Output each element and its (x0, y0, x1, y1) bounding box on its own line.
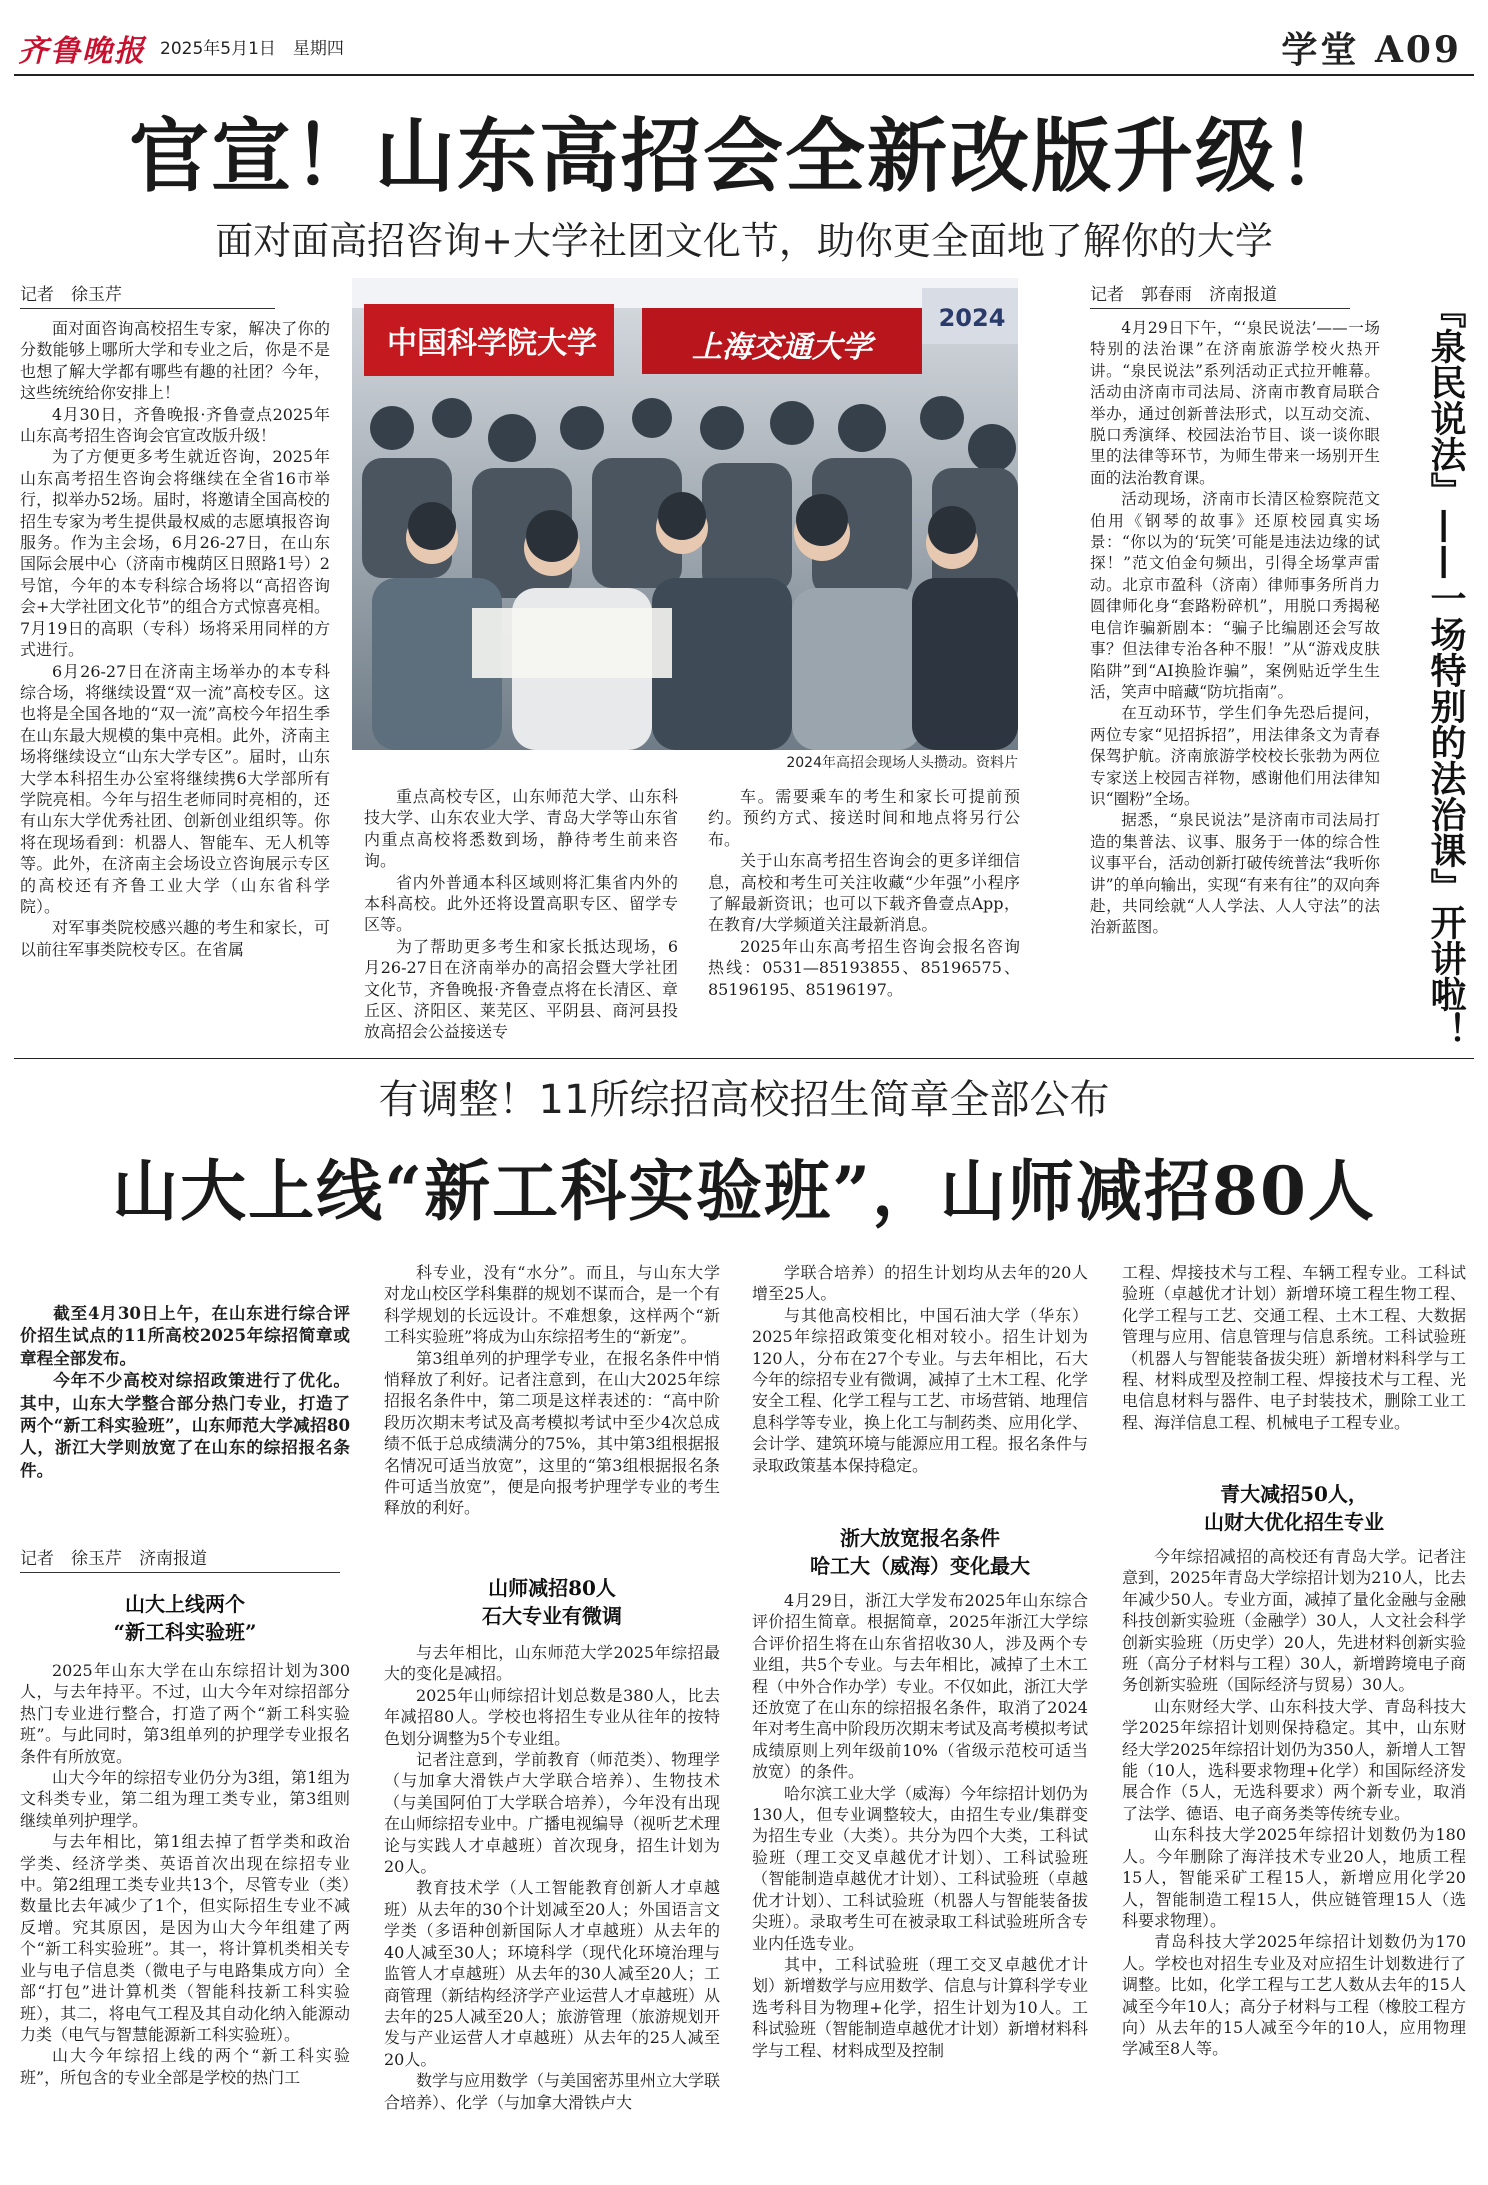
paragraph: 哈尔滨工业大学（威海）今年综招计划仍为130人，但专业调整较大，由招生专业/集群变为招生专业（大类）。共分为四个大类，工科试验班（理工交叉卓越优才计划）、工科试验班（智能制造卓越优才计划）、工科试验班（卓越优才计划）、工科试验班（机器人与智能装备拔尖班）。录取考生可在被录取工科试验班所含专业内任选专业。 (752, 1783, 1088, 1953)
paragraph: 4月29日，浙江大学发布2025年山东综合评价招生简章。根据简章，2025年浙江大学综合评价招生将在山东省招收30人，涉及两个专业组，共5个专业。与去年相比，减掉了土木工程（中外合作办学）专业。不仅如此，浙江大学还放宽了在山东的综招报名条件，取消了2024年对考生高中阶段历次期末考试及高考模拟考试成绩原则上列年级前10%（省级示范校可适当放宽）的条件。 (752, 1591, 1088, 1782)
paragraph: 对军事类院校感兴趣的考生和家长，可以前往军事类院校专区。在省属 (20, 918, 330, 959)
story2-subtitle-2: 山师减招80人 石大专业有微调 (482, 1576, 622, 1628)
paragraph: 第3组单列的护理学专业，在报名条件中悄悄释放了利好。记者注意到，在山大2025年综招报名条件中，第二项是这样表述的：“高中阶段历次期末考试及高考模拟考试中至少4次总成绩不低于总成绩满分的75%，其中第3组根据报名情况可适当放宽”，这里的“第3组根据报名条件可适当放宽”，便是向报考护理学专业的考生释放的利好。 (384, 1348, 720, 1518)
byline-story2: 记者 徐玉芹 济南报道 (20, 1544, 340, 1573)
paragraph: 据悉，“泉民说法”是济南市司法局打造的集普法、议事、服务于一体的综合性议事平台，活动创新打破传统普法“我听你讲”的单向输出，实现“有来有往”的双向奔赴，共同绘就“人人学法、人人守法”的法治新蓝图。 (1090, 811, 1380, 937)
paragraph: 关于山东高考招生咨询会的更多详细信息，高校和考生可关注收藏“少年强”小程序了解最新资讯；也可以下载齐鲁壹点App，在教育/大学频道关注最新消息。 (708, 851, 1020, 935)
story1-column-2 (364, 786, 678, 1076)
story2-lead (20, 1302, 350, 1522)
story2-column-1 (20, 1660, 350, 2180)
event-photo (352, 278, 1018, 750)
subheadline-main: 面对面高招咨询+大学社团文化节，助你更全面地了解你的大学 (215, 219, 1273, 263)
paragraph: 学联合培养）的招生计划均从去年的20人增至25人。 (752, 1263, 1088, 1304)
paragraph: 2025年山师综招计划总数是380人，比去年减招80人。学校也将招生专业从往年的按特色划分调整为5个专业组。 (384, 1685, 720, 1748)
photo-banner-year: 2024 (938, 304, 1006, 332)
paragraph: 4月29日下午，“‘泉民说法’——一场特别的法治课”在济南旅游学校火热开讲。“泉民说法”系列活动正式拉开帷幕。活动由济南市司法局、济南市教育局联合举办，通过创新普法形式，以互动交流、脱口秀演绎、校园法治节目、谈一谈你眼里的法律等环节，为师生带来一场别开生面的法治教育课。 (1090, 319, 1380, 487)
byline-side-story: 记者 郭春雨 济南报道 (1090, 280, 1350, 309)
newspaper-logo: 齐鲁晚报 (18, 34, 146, 69)
byline-story1: 记者 徐玉芹 (20, 280, 275, 309)
paragraph: 为了帮助更多考生和家长抵达现场，6月26-27日在济南举办的高招会暨大学社团文化节，齐鲁晚报·齐鲁壹点将在长清区、章丘区、济阳区、莱芜区、平阴县、商河县投放高招会公益接送专 (364, 936, 678, 1042)
paragraph: 省内外普通本科区域则将汇集省内外的本科高校。此外还将设置高职专区、留学专区等。 (364, 872, 678, 935)
paragraph: 其中，工科试验班（理工交叉卓越优才计划）新增数学与应用数学、信息与计算科学专业选考科目为物理+化学，招生计划为10人。工科试验班（智能制造卓越优才计划）新增材料科学与工程、材料成型及控制 (752, 1954, 1088, 2060)
section-label: 学堂 A09 (1281, 29, 1462, 71)
lead-paragraph: 截至4月30日上午，在山东进行综合评价招生试点的11所高校2025年综招简章或章程全部发布。 (20, 1303, 350, 1368)
story1-column-3 (708, 786, 1020, 1076)
paragraph: 重点高校专区，山东师范大学、山东科技大学、山东农业大学、青岛大学等山东省内重点高校将悉数到场，静待考生前来咨询。 (364, 787, 678, 871)
paragraph: 山大今年综招上线的两个“新工科实验班”，所包含的专业全部是学校的热门工 (20, 2046, 350, 2087)
paragraph: 青岛科技大学2025年综招计划数仍为170人。学校也对招生专业及对应招生计划数进行了调整。比如，化学工程与工艺人数从去年的15人减至今年10人；高分子材料与工程（橡胶工程方向）从去年的15人减至今年的10人，应用物理学减至8人等。 (1122, 1932, 1466, 2059)
story2-column-3a (752, 1262, 1088, 1508)
paragraph: 2025年山东高考招生咨询会报名咨询热线：0531—85193855、85196575、85196195、85196197。 (708, 936, 1020, 999)
story2-subtitle-3: 浙大放宽报名条件 哈工大（威海）变化最大 (810, 1526, 1030, 1578)
photo-caption: 2024年高招会现场人头攒动。资料片 (786, 755, 1018, 771)
story2-kicker: 有调整！11所综招高校招生简章全部公布 (378, 1077, 1110, 1123)
section-divider (14, 1058, 1474, 1059)
paragraph: 为了方便更多考生就近咨询，2025年山东高考招生咨询会将继续在全省16市举行，拟举办52场。届时，将邀请全国高校的招生专家为考生提供最权威的志愿填报咨询服务。作为主会场，6月26-27日，在山东国际会展中心（济南市槐荫区日照路1号）2号馆，今年的本专科综合场将以“高招咨询会+大学社团文化节”的组合方式惊喜亮相。7月19日的高职（专科）场将采用同样的方式进行。 (20, 447, 330, 660)
paragraph: 6月26-27日在济南主场举办的本专科综合场，将继续设置“双一流”高校专区。这也将是全国各地的“双一流”高校今年招生季在山东最大规模的集中亮相。此外，济南主场将继续设立“山东大学专区”。届时，山东大学本科招生办公室将继续携6大学部所有学院亮相。今年与招生老师同时亮相的，还有山东大学优秀社团、创新创业组织等。你将在现场看到：机器人、智能车、无人机等等。此外，在济南主会场设立咨询展示专区的高校还有齐鲁工业大学（山东省科学院）。 (20, 661, 330, 916)
paragraph: 山东科技大学2025年综招计划数仍为180人。今年删除了海洋技术专业20人，地质工程15人，智能采矿工程15人，新增应用化学20人，智能制造工程15人，供应链管理15人（选科要求物理）。 (1122, 1825, 1466, 1930)
paragraph: 科专业，没有“水分”。而且，与山东大学对龙山校区学科集群的规划不谋而合，是一个有科学规划的长远设计。不难想象，这样两个“新工科实验班”将成为山东综招考生的“新宠”。 (384, 1263, 720, 1347)
paragraph: 与去年相比，山东师范大学2025年综招最大的变化是减招。 (384, 1643, 720, 1684)
story2-headline: 山大上线“新工科实验班”，山师减招80人 (112, 1152, 1376, 1230)
story2-column-4a (1122, 1262, 1466, 1470)
side-story-vertical-title: 『泉民说法』——一场特别的法治课』开讲啦！ (1425, 292, 1467, 1048)
paragraph: 今年综招减招的高校还有青岛大学。记者注意到，2025年青岛大学综招计划为210人，比去年减少50人。专业方面，减掉了量化金融与金融科技创新实验班（金融学）30人，人文社会科学创新实验班（历史学）20人，先进材料创新实验班（高分子材料与工程）30人，新增跨境电子商务创新实验班（国际经济与贸易）30人。 (1122, 1547, 1466, 1695)
story2-column-3b (752, 1590, 1088, 2180)
story2-subtitle-4: 青大减招50人， 山财大优化招生专业 (1204, 1482, 1384, 1534)
paragraph: 活动现场，济南市长清区检察院范文伯用《钢琴的故事》还原校园真实场景：“你以为的‘玩笑’可能是违法边缘的试探！”范文伯金句频出，引得全场掌声雷动。北京市盈科（济南）律师事务所肖力圆律师化身“套路粉碎机”，用脱口秀揭秘电信诈骗新剧本：“骗子比编剧还会写故事？但法律专治各种不服！”从“游戏皮肤陷阱”到“AI换脸诈骗”，案例贴近学生生活，笑声中暗藏“防坑指南”。 (1090, 490, 1380, 701)
paragraph: 与其他高校相比，中国石油大学（华东）2025年综招政策变化相对较小。招生计划为120人，分布在27个专业。与去年相比，石大今年的综招专业有微调，减掉了土木工程、化学安全工程、化学工程与工艺、市场营销、地理信息科学等专业，换上化工与制药类、应用化学、会计学、建筑环境与能源应用工程。报名条件与录取政策基本保持稳定。 (752, 1305, 1088, 1475)
paragraph: 面对面咨询高校招生专家，解决了你的分数能够上哪所大学和专业之后，你是不是也想了解大学都有哪些有趣的社团？今年，这些统统给你安排上！ (20, 319, 330, 403)
photo-banner-text-left: 中国科学院大学 (387, 326, 597, 361)
paragraph: 教育技术学（人工智能教育创新人才卓越班）从去年的30个计划减至20人；外国语言文学类（多语种创新国际人才卓越班）从去年的40人减至30人；环境科学（现代化环境治理与监管人才卓越班）从去年的30人减至20人；工商管理（新结构经济学产业运营人才卓越班）从去年的25人减至20人；旅游管理（旅游规划开发与产业运营人才卓越班）从去年的25人减至20人。 (384, 1878, 720, 2069)
masthead-rule (14, 74, 1474, 76)
paragraph: 工程、焊接技术与工程、车辆工程专业。工科试验班（卓越优才计划）新增环境工程生物工程、化学工程与工艺、交通工程、土木工程、大数据管理与应用、信息管理与信息系统。工科试验班（机器人与智能装备拔尖班）新增材料科学与工程、材料成型及控制工程、焊接技术与工程、光电信息材料与器件、电子封装技术，删除工业工程、海洋信息工程、机械电子工程专业。 (1122, 1263, 1466, 1432)
paragraph: 与去年相比，第1组去掉了哲学类和政治学类、经济学类、英语首次出现在综招专业中。第2组理工类专业共13个，尽管专业（类）数量比去年减少了1个，但实际招生专业不减反增。究其原因，是因为山大今年组建了两个“新工科实验班”。其一，将计算机类相关专业与电子信息类（微电子与电路集成方向）全部“打包”进计算机类（智能科技新工科实验班），其二，将电气工程及其自动化纳入能源动力类（电气与智慧能源新工科实验班）。 (20, 1832, 350, 2044)
paragraph: 记者注意到，学前教育（师范类）、物理学（与加拿大滑铁卢大学联合培养）、生物技术（与美国阿伯丁大学联合培养），今年没有出现在山师综招专业中。广播电视编导（视听艺术理论与实践人才卓越班）首次现身，招生计划为20人。 (384, 1750, 720, 1877)
paragraph: 车。需要乘车的考生和家长可提前预约。预约方式、接送时间和地点将另行公布。 (708, 787, 1020, 849)
story1-column-1 (20, 318, 330, 1078)
side-story-body (1090, 318, 1380, 1078)
story2-column-4b (1122, 1546, 1466, 2180)
paragraph: 山东财经大学、山东科技大学、青岛科技大学2025年综招计划则保持稳定。其中，山东财经大学2025年综招计划仍为350人，新增人工智能（10人，选科要求物理+化学）和国际经济发展合作（5人，无选科要求）两个新专业，取消了法学、德语、电子商务类等传统专业。 (1122, 1696, 1466, 1823)
story2-column-2b (384, 1642, 720, 2180)
issue-date: 2025年5月1日 星期四 (160, 39, 344, 59)
story2-subtitle-1: 山大上线两个 “新工科实验班” (113, 1592, 257, 1644)
lead-paragraph: 今年不少高校对综招政策进行了优化。其中，山东大学整合部分热门专业，打造了两个“新工科实验班”，山东师范大学减招80人，浙江大学则放宽了在山东的综招报名条件。 (20, 1370, 350, 1480)
paragraph: 数学与应用数学（与美国密苏里州立大学联合培养）、化学（与加拿大滑铁卢大 (384, 2071, 720, 2112)
paragraph: 4月30日，齐鲁晚报·齐鲁壹点2025年山东高考招生咨询会官宣改版升级！ (20, 404, 330, 446)
story2-column-2a (384, 1262, 720, 1532)
paragraph: 在互动环节，学生们争先恐后提问，两位专家“见招拆招”，用法律条文为青春保驾护航。济南旅游学校校长张勃为两位专家送上校园吉祥物，感谢他们用法律知识“圈粉”全场。 (1090, 704, 1380, 808)
paragraph: 山大今年的综招专业仍分为3组，第1组为文科类专业，第二组为理工类专业，第3组则继续单列护理学。 (20, 1768, 350, 1830)
headline-main: 官宣！山东高招会全新改版升级！ (129, 109, 1359, 203)
paragraph: 2025年山东大学在山东综招计划为300人，与去年持平。不过，山大今年对综招部分热门专业进行整合，打造了两个“新工科实验班”。与此同时，第3组单列的护理学专业报名条件有所放宽。 (20, 1661, 350, 1766)
photo-banner-text-right: 上海交通大学 (692, 330, 872, 365)
